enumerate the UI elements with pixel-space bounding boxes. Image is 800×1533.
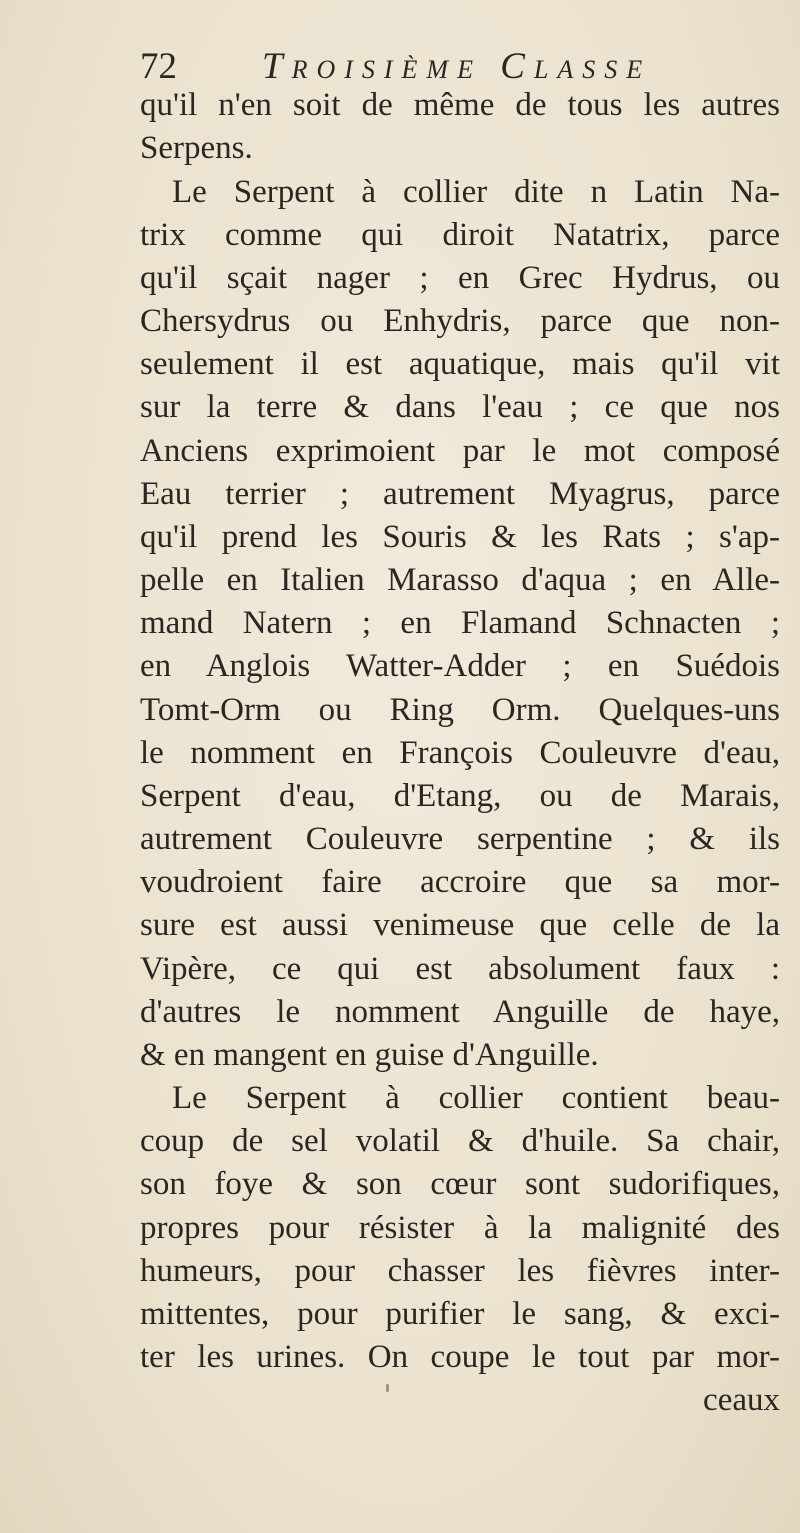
text-line: Chersydrus ou Enhydris, parce que non- [140,303,780,339]
text-line: Serpens. [140,130,253,166]
text-line: Tomt-Orm ou Ring Orm. Quelques-uns [140,692,780,728]
text-line: sur la terre & dans l'eau ; ce que nos [140,389,780,425]
text-line: Le Serpent à collier dite n Latin Na- [172,174,780,210]
text-line: Serpent d'eau, d'Etang, ou de Marais, [140,778,780,814]
text-line: en Anglois Watter-Adder ; en Suédois [140,648,780,684]
text-line: Le Serpent à collier contient beau- [172,1080,780,1116]
text-line: son foye & son cœur sont sudorifiques, [140,1166,780,1202]
text-line: sure est aussi venimeuse que celle de la [140,907,780,943]
text-line: mittentes, pour purifier le sang, & exci- [140,1296,780,1332]
ink-speck [386,1384,389,1392]
text-line: Vipère, ce qui est absolument faux : [140,951,780,987]
text-line: qu'il sçait nager ; en Grec Hydrus, ou [140,260,780,296]
text-line: & en mangent en guise d'Anguille. [140,1037,599,1073]
page-number: 72 [140,46,177,87]
text-line: coup de sel volatil & d'huile. Sa chair, [140,1123,780,1159]
text-line: Anciens exprimoient par le mot composé [140,433,780,469]
text-line: qu'il prend les Souris & les Rats ; s'ap- [140,519,780,555]
text-line: pelle en Italien Marasso d'aqua ; en Alle- [140,562,780,598]
text-line: propres pour résister à la malignité des [140,1210,780,1246]
text-line: mand Natern ; en Flamand Schnacten ; [140,605,780,641]
text-line: seulement il est aquatique, mais qu'il vit [140,346,780,382]
text-line: ter les urines. On coupe le tout par mor- [140,1339,780,1375]
text-line: qu'il n'en soit de même de tous les autres [140,87,780,123]
text-line: voudroient faire accroire que sa mor- [140,864,780,900]
text-line: Eau terrier ; autrement Myagrus, parce [140,476,780,512]
text-line: d'autres le nomment Anguille de haye, [140,994,780,1030]
catchword: ceaux [703,1382,780,1418]
text-line: autrement Couleuvre serpentine ; & ils [140,821,780,857]
section-title: Troisième Classe [262,46,652,87]
text-line: le nomment en François Couleuvre d'eau, [140,735,780,771]
text-line: trix comme qui diroit Natatrix, parce [140,217,780,253]
text-line: humeurs, pour chasser les fièvres inter- [140,1253,780,1289]
